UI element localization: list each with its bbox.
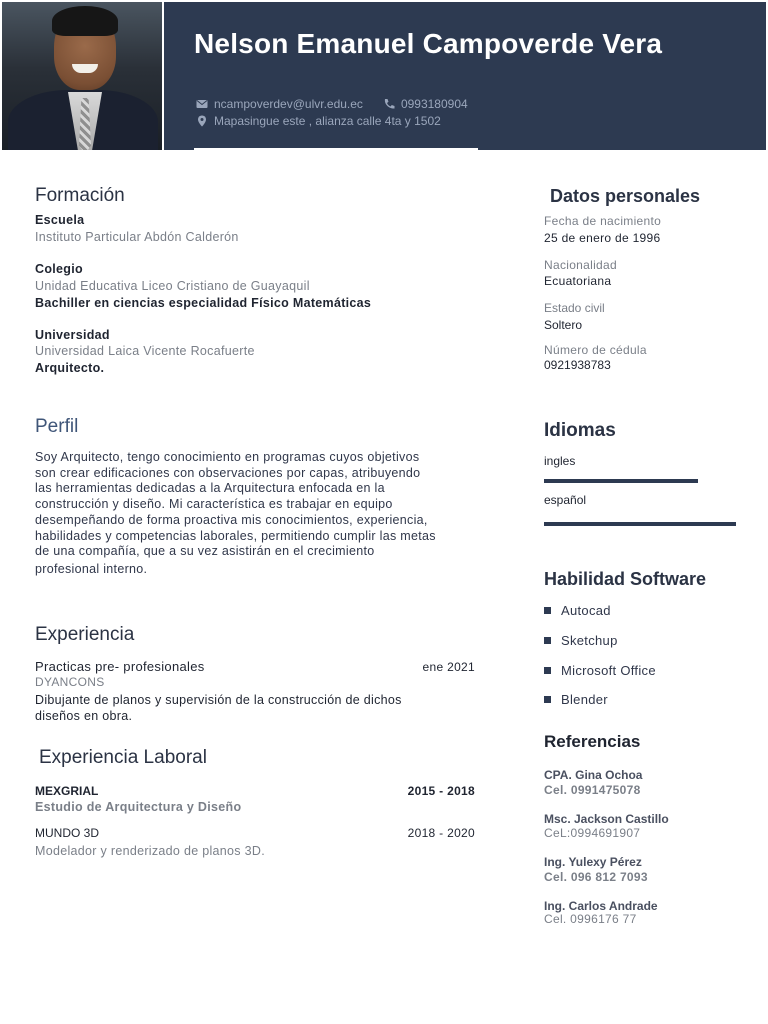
experience-role: Practicas pre- profesionales bbox=[35, 659, 205, 674]
reference-phone: Cel. 096 812 7093 bbox=[544, 870, 648, 884]
profile-line: profesional interno. bbox=[35, 561, 148, 576]
experience-date: ene 2021 bbox=[422, 660, 475, 674]
software-title: Habilidad Software bbox=[544, 569, 707, 589]
nationality-value: Ecuatoriana bbox=[544, 274, 612, 288]
bullet-icon bbox=[544, 607, 551, 614]
software-item: Sketchup bbox=[544, 633, 618, 648]
college-label: Colegio bbox=[35, 262, 83, 276]
education-title: Formación bbox=[35, 185, 125, 206]
bullet-icon bbox=[544, 667, 551, 674]
software-item: Autocad bbox=[544, 603, 611, 618]
college-degree: Bachiller en ciencias especialidad Físico Matemáticas bbox=[35, 296, 372, 310]
id-label: Número de cédula bbox=[544, 343, 647, 357]
profile-line: las herramientas dedicadas a la Arquitectura enfocada en la bbox=[35, 481, 385, 496]
address-text: Mapasingue este , alianza calle 4ta y 1502 bbox=[214, 114, 441, 128]
experience-desc-line: diseños en obra. bbox=[35, 709, 133, 723]
reference-name: Ing. Carlos Andrade bbox=[544, 899, 658, 913]
profile-line: habilidades y competencias laborales, permitiendo cumplir las metas bbox=[35, 528, 436, 543]
profile-line: son crear edificaciones con observaciones por capas, atribuyendo bbox=[35, 465, 421, 480]
school-value: Instituto Particular Abdón Calderón bbox=[35, 230, 239, 244]
school-label: Escuela bbox=[35, 213, 85, 227]
university-degree: Arquitecto. bbox=[35, 361, 105, 375]
id-value: 0921938783 bbox=[544, 358, 611, 372]
civil-label: Estado civil bbox=[544, 301, 605, 315]
header-divider bbox=[194, 148, 478, 151]
birth-value: 25 de enero de 1996 bbox=[544, 231, 661, 245]
college-value: Unidad Educativa Liceo Cristiano de Guayaquil bbox=[35, 279, 310, 293]
candidate-name: Nelson Emanuel Campoverde Vera bbox=[194, 28, 663, 59]
work-title: Experiencia Laboral bbox=[39, 747, 207, 768]
phone-icon bbox=[383, 98, 395, 110]
references-title: Referencias bbox=[544, 732, 641, 751]
language-level-bar bbox=[544, 522, 736, 526]
email-text[interactable]: ncampoverdev@ulvr.edu.ec bbox=[214, 97, 363, 111]
experience-desc-line: Dibujante de planos y supervisión de la construcción de dichos bbox=[35, 693, 402, 707]
job-company: MUNDO 3D bbox=[35, 826, 100, 840]
university-label: Universidad bbox=[35, 328, 110, 342]
civil-value: Soltero bbox=[544, 318, 583, 332]
job-years: 2018 - 2020 bbox=[407, 826, 475, 840]
university-value: Universidad Laica Vicente Rocafuerte bbox=[35, 344, 255, 358]
experience-title: Experiencia bbox=[35, 624, 135, 645]
profile-line: Soy Arquitecto, tengo conocimiento en programas cuyos objetivos bbox=[35, 450, 420, 464]
profile-photo bbox=[2, 2, 162, 150]
job-desc: Estudio de Arquitectura y Diseño bbox=[35, 800, 242, 814]
phone-text[interactable]: 0993180904 bbox=[400, 97, 468, 111]
language-name: español bbox=[544, 493, 587, 507]
profile-paragraph bbox=[35, 450, 475, 578]
bullet-icon bbox=[544, 637, 551, 644]
birth-label: Fecha de nacimiento bbox=[544, 214, 662, 228]
software-item: Blender bbox=[544, 692, 608, 707]
reference-phone: CeL:0994691907 bbox=[544, 826, 641, 840]
contact-line-2 bbox=[196, 114, 441, 128]
contact-line-1 bbox=[196, 97, 468, 111]
profile-title: Perfil bbox=[35, 416, 79, 437]
personal-title: Datos personales bbox=[550, 186, 701, 206]
location-pin-icon bbox=[196, 115, 208, 127]
languages-title: Idiomas bbox=[544, 420, 616, 441]
profile-line: desempeñando de forma proactiva mis conocimientos, experiencia, bbox=[35, 512, 428, 527]
profile-line: construcción y diseño. Mi característica es trabajar en equipo bbox=[35, 497, 393, 512]
reference-phone: Cel. 0991475078 bbox=[544, 783, 641, 797]
reference-name: Ing. Yulexy Pérez bbox=[544, 855, 642, 869]
email-icon bbox=[196, 98, 208, 110]
reference-name: Msc. Jackson Castillo bbox=[544, 812, 669, 826]
bullet-icon bbox=[544, 696, 551, 703]
job-desc: Modelador y renderizado de planos 3D. bbox=[35, 844, 265, 858]
software-item: Microsoft Office bbox=[544, 663, 656, 678]
job-years: 2015 - 2018 bbox=[407, 784, 475, 798]
profile-line: de una compañía, que a su vez asistirán en el crecimiento bbox=[35, 544, 375, 559]
reference-phone: Cel. 0996176 77 bbox=[544, 912, 637, 926]
nationality-label: Nacionalidad bbox=[544, 258, 617, 272]
job-company: MEXGRIAL bbox=[35, 784, 99, 798]
language-level-bar bbox=[544, 479, 698, 483]
header bbox=[0, 0, 768, 152]
experience-company: DYANCONS bbox=[35, 675, 105, 689]
language-name: ingles bbox=[544, 454, 576, 468]
reference-name: CPA. Gina Ochoa bbox=[544, 768, 643, 782]
